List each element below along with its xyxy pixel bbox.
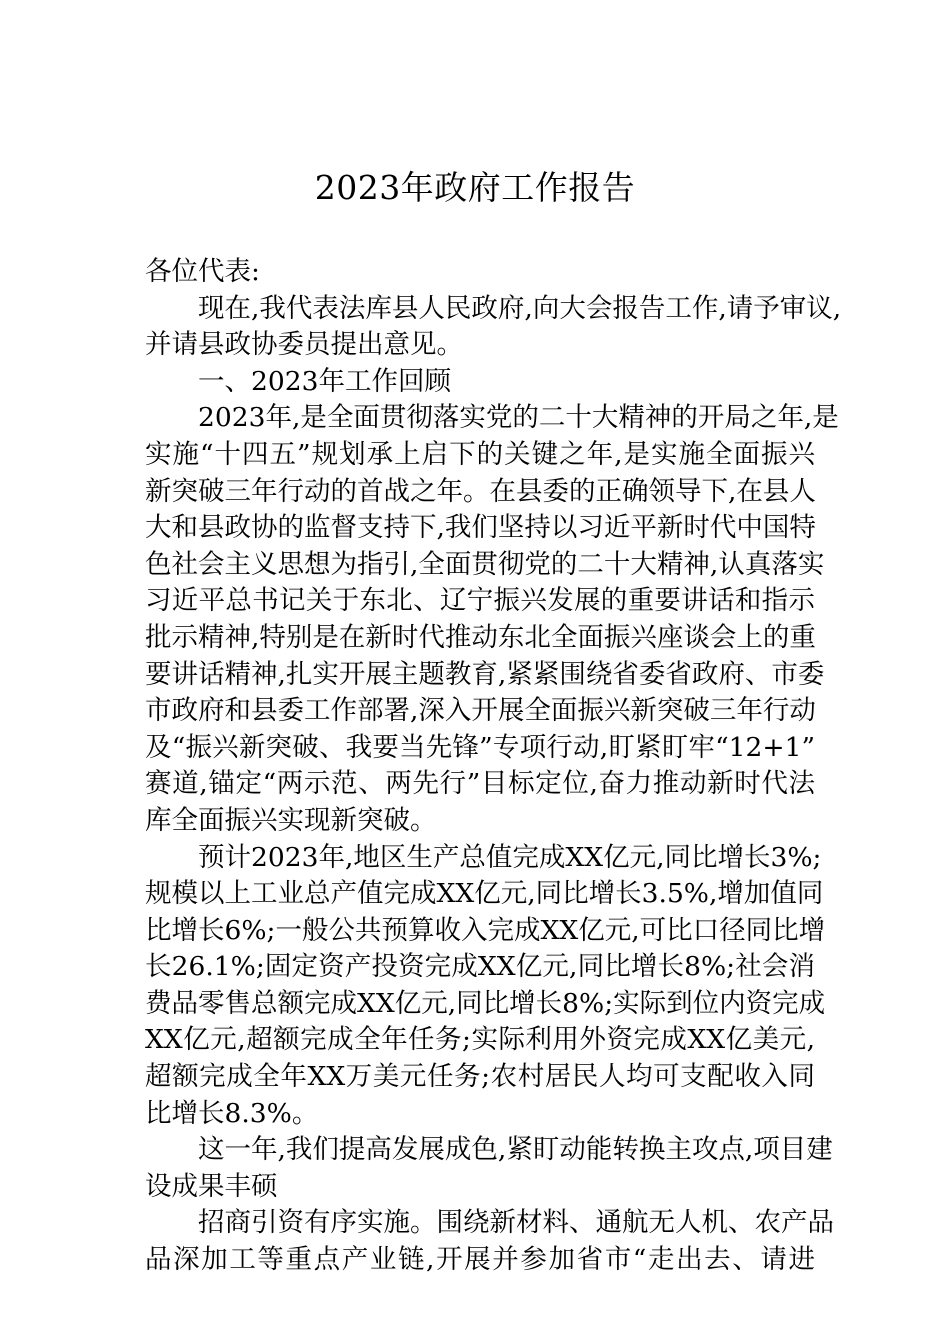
paragraph-line: 规模以上工业总产值完成XX亿元,同比增长3.5%,增加值同 [145,878,824,910]
paragraph-line: 比增长8.3%。 [145,1097,319,1129]
paragraph-line: 2023年,是全面贯彻落实党的二十大精神的开局之年,是 [198,402,839,434]
paragraph-line: 赛道,锚定“两示范、两先行”目标定位,奋力推动新时代法 [145,768,815,800]
paragraph-line: 这一年,我们提高发展成色,紧盯动能转换主攻点,项目建 [198,1134,833,1166]
paragraph-line: 现在,我代表法库县人民政府,向大会报告工作,请予审议, [198,292,842,324]
paragraph-line: 及“振兴新突破、我要当先锋”专项行动,盯紧盯牢“12+1” [145,731,815,763]
paragraph-line: 大和县政协的监督支持下,我们坚持以习近平新时代中国特 [145,512,816,544]
paragraph-line: 市政府和县委工作部署,深入开展全面振兴新突破三年行动 [145,695,816,727]
paragraph-line: 设成果丰硕 [145,1170,278,1202]
paragraph-line: 习近平总书记关于东北、辽宁振兴发展的重要讲话和指示 [145,585,815,617]
paragraph-line: 库全面振兴实现新突破。 [145,804,437,836]
document-title: 2023年政府工作报告 [314,168,636,207]
paragraph-line: 超额完成全年XX万美元任务;农村居民人均可支配收入同 [145,1061,815,1093]
paragraph-line: 新突破三年行动的首战之年。在县委的正确领导下,在县人 [145,475,816,507]
paragraph-line: XX亿元,超额完成全年任务;实际利用外资完成XX亿美元, [145,1024,815,1056]
paragraph-line: 并请县政协委员提出意见。 [145,329,463,361]
section-heading: 一、2023年工作回顾 [198,365,451,397]
paragraph-line: 品深加工等重点产业链,开展并参加省市“走出去、请进 [145,1244,815,1276]
document-body [145,254,842,1279]
paragraph-line: 比增长6%;一般公共预算收入完成XX亿元,可比口径同比增 [145,914,826,946]
paragraph-line: 招商引资有序实施。围绕新材料、通航无人机、农产品 [198,1207,834,1239]
paragraph-line: 预计2023年,地区生产总值完成XX亿元,同比增长3%; [198,841,822,873]
paragraph-line: 费品零售总额完成XX亿元,同比增长8%;实际到位内资完成 [145,987,826,1019]
salutation-line: 各位代表: [145,256,260,287]
paragraph-line: 色社会主义思想为指引,全面贯彻党的二十大精神,认真落实 [145,548,825,580]
paragraph-line: 批示精神,特别是在新时代推动东北全面振兴座谈会上的重 [145,621,816,653]
paragraph-line: 长26.1%;固定资产投资完成XX亿元,同比增长8%;社会消 [145,951,815,983]
paragraph-line: 要讲话精神,扎实开展主题教育,紧紧围绕省委省政府、市委 [145,658,825,690]
paragraph-line: 实施“十四五”规划承上启下的关键之年,是实施全面振兴 [145,438,815,470]
